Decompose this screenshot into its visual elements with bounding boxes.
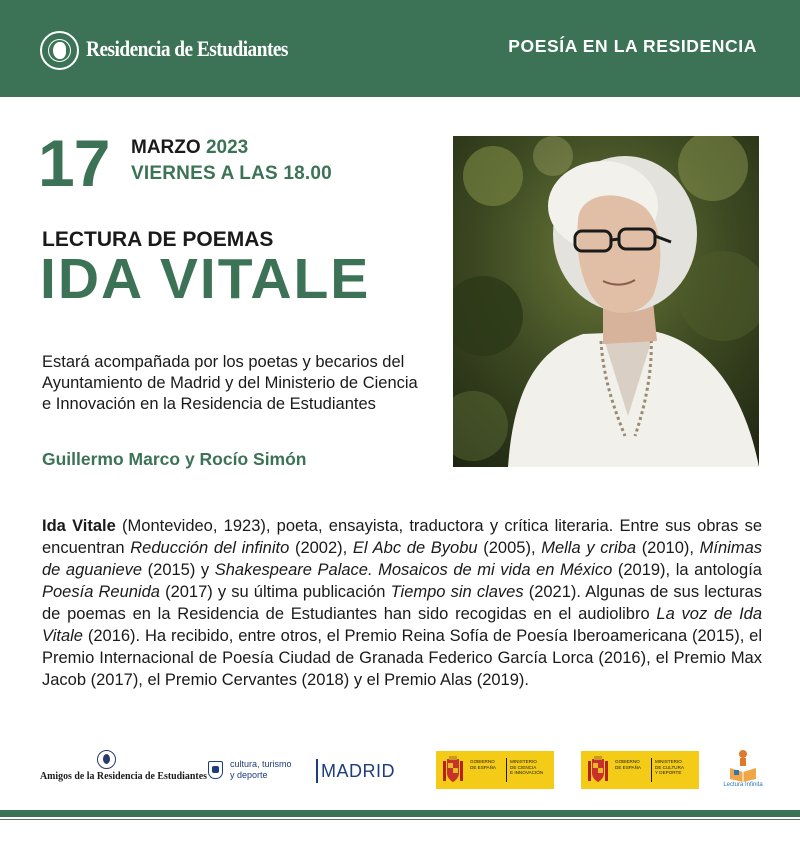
bio-work-title: Tiempo sin claves [390,583,524,601]
bio-name: Ida Vitale [42,517,116,535]
lectura-infinita-label: Lectura Infinita [723,782,763,788]
event-month-year [131,138,248,157]
bio-text: (2016). Ha recibido, entre otros, el Premio Reina Sofía de Poesía Iberoamericana (2015), el Premio Internacional de Poesía Ciudad de Granada Federico García Lorca (2016), el Premio Max Jacob (2017), el Premio Cervantes (2018) y el Premio Alas (2019). [42,627,762,689]
bio-work-title: Shakespeare Palace. Mosaicos de mi vida en México [214,561,613,579]
gov-divider [506,758,507,782]
series-title: POESÍA EN LA RESIDENCIA [508,36,757,56]
bio-text: (2017) y su última publicación [159,583,391,601]
poet-portrait-illustration [453,136,759,467]
header-bar [0,0,800,97]
event-day: 17 [38,126,110,200]
gobierno-cultura-logo [581,751,699,789]
accompaniment-text: Estará acompañada por los poetas y becarios del Ayuntamiento de Madrid y del Ministerio de Ciencia e Innovación en la Residencia de Estudiantes [42,353,418,413]
madrid-area-label: cultura, turismo y deporte [230,759,292,780]
bio-work-title: Poesía Reunida [42,583,160,601]
poet-biography [42,515,762,691]
madrid-logo [208,757,408,787]
bio-text: (Montevideo, 1923), poeta, ensayista, traductora y crítica literaria. Entre sus obras se encuentran [42,517,763,557]
bio-work-title: Mella y criba [541,539,637,557]
spain-coat-of-arms-icon [587,755,609,785]
footer-rule [0,819,800,820]
lectura-infinita-logo [722,748,764,798]
amigos-badge-icon [97,750,116,769]
amigos-label: Amigos de la Residencia de Estudiantes [40,770,207,782]
footer-bar [0,810,800,817]
event-weekday-time: VIERNES A LAS 18.00 [131,163,332,184]
madrid-divider [316,759,318,783]
bio-work-title: El Abc de Byobu [352,539,478,557]
spain-coat-of-arms-icon [442,755,464,785]
event-type: LECTURA DE POEMAS [42,228,274,251]
event-month: MARZO [131,137,201,158]
gobierno-ciencia-logo [436,751,554,789]
poet-photo [453,136,759,467]
ministry-label: MINISTERIO DE CIENCIA E INNOVACIÓN [510,759,544,775]
bio-work-title: La voz de Ida Vitale [42,605,763,645]
bio-text: (2010), [636,539,700,557]
guest-poets: Guillermo Marco y Rocío Simón [42,449,307,469]
bio-text: (2019), la antología [612,561,762,579]
bio-text: (2002), [289,539,353,557]
gov-label: GOBIERNO DE ESPAÑA [470,759,496,770]
bio-text: (2021). Algunas de sus lecturas de poemas en la Residencia de Estudiantes han sido recogidas en el audiolibro [42,583,762,623]
event-year: 2023 [205,137,249,158]
ministry-label: MINISTERIO DE CULTURA Y DEPORTE [655,759,685,775]
lectura-infinita-icon [722,748,764,782]
gov-divider [651,758,652,782]
poet-name: IDA VITALE [40,247,371,311]
residencia-logo-icon [40,31,79,70]
madrid-wordmark: MADRID [321,761,395,781]
amigos-residencia-logo [40,750,207,790]
bio-text: (2005), [477,539,542,557]
bio-work-title: Mínimas de aguanieve [42,539,762,579]
madrid-shield-icon [208,761,223,779]
bio-work-title: Reducción del infinito [130,539,290,557]
institution-name: Residencia de Estudiantes [86,36,288,61]
bio-text: (2015) y [142,561,215,579]
gov-label: GOBIERNO DE ESPAÑA [615,759,641,770]
